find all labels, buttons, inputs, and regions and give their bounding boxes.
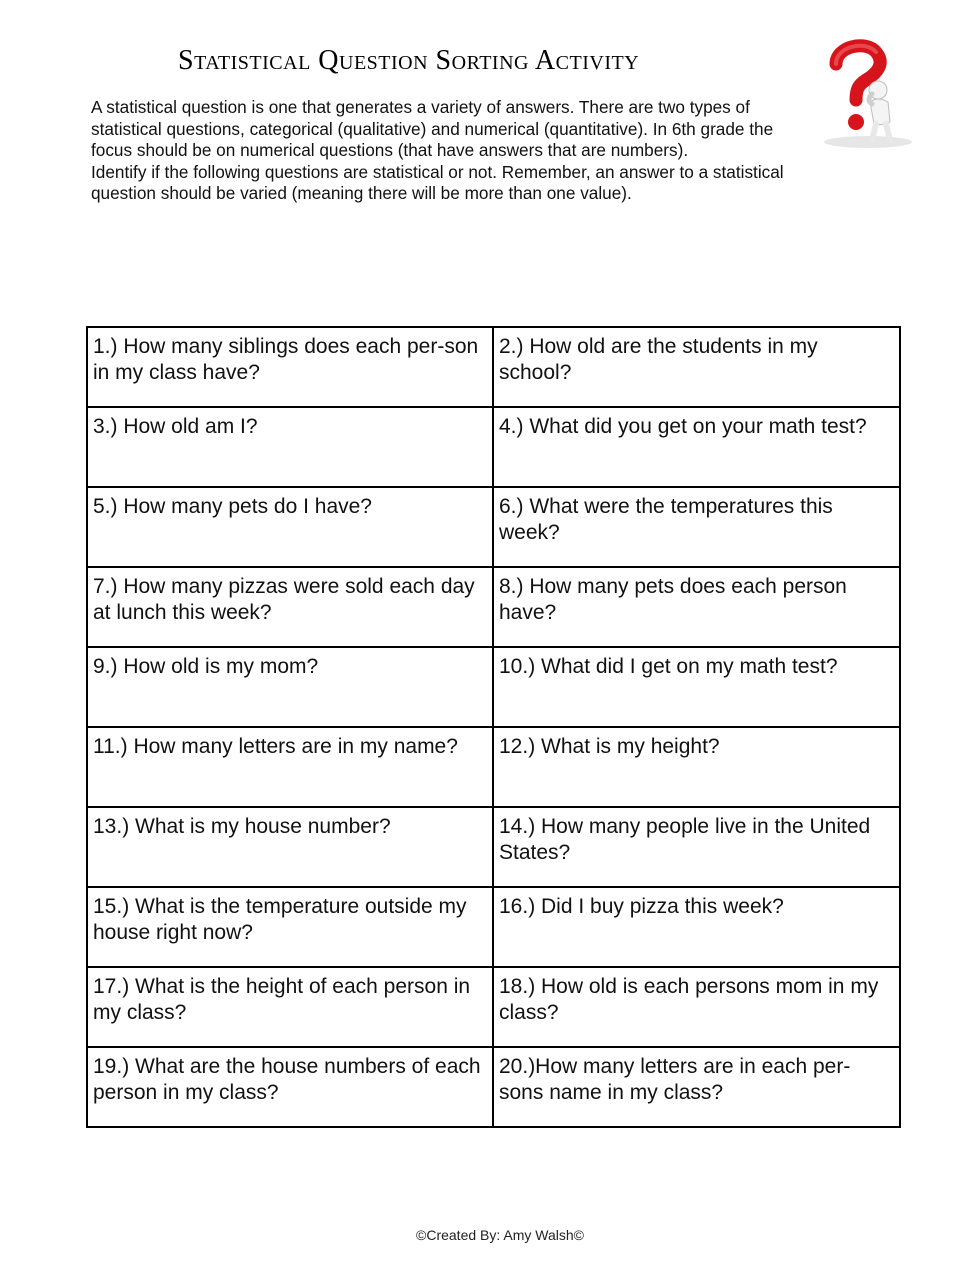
table-row	[87, 567, 900, 647]
table-row	[87, 327, 900, 407]
question-card: 13.) What is my house number?	[87, 807, 493, 887]
question-card: 5.) How many pets do I have?	[87, 487, 493, 567]
question-card: 8.) How many pets does each person have?	[493, 567, 900, 647]
question-card: 18.) How old is each persons mom in my class?	[493, 967, 900, 1047]
footer-credit: ©Created By: Amy Walsh©	[416, 1227, 584, 1243]
question-card: 1.) How many siblings does each per-son in my class have?	[87, 327, 493, 407]
question-card: 17.) What is the height of each person in my class?	[87, 967, 493, 1047]
table-row	[87, 967, 900, 1047]
question-card: 11.) How many letters are in my name?	[87, 727, 493, 807]
table-row	[87, 1047, 900, 1127]
question-card: 19.) What are the house numbers of each person in my class?	[87, 1047, 493, 1127]
question-card: 6.) What were the temperatures this week?	[493, 487, 900, 567]
question-grid	[86, 326, 901, 1128]
table-row	[87, 887, 900, 967]
question-card: 9.) How old is my mom?	[87, 647, 493, 727]
question-card: 20.)How many letters are in each per-sons name in my class?	[493, 1047, 900, 1127]
intro-text	[91, 97, 811, 205]
table-row	[87, 647, 900, 727]
table-row	[87, 407, 900, 487]
question-mark-figure-icon	[806, 38, 922, 150]
intro-paragraph-definition: A statistical question is one that generates a variety of answers. There are two types of statistical questions, categorical (qualitative) and numerical (quantitative). In 6th grade the focus should be on numerical questions (that have answers that are numbers).	[91, 97, 774, 160]
table-row	[87, 727, 900, 807]
question-card: 16.) Did I buy pizza this week?	[493, 887, 900, 967]
question-card: 10.) What did I get on my math test?	[493, 647, 900, 727]
table-row	[87, 807, 900, 887]
question-card: 7.) How many pizzas were sold each day at lunch this week?	[87, 567, 493, 647]
question-card: 12.) What is my height?	[493, 727, 900, 807]
page-title: Statistical Question Sorting Activity	[178, 45, 640, 76]
question-card: 14.) How many people live in the United States?	[493, 807, 900, 887]
question-card: 4.) What did you get on your math test?	[493, 407, 900, 487]
question-card: 2.) How old are the students in my school?	[493, 327, 900, 407]
table-row	[87, 487, 900, 567]
question-card: 3.) How old am I?	[87, 407, 493, 487]
question-card: 15.) What is the temperature outside my house right now?	[87, 887, 493, 967]
intro-paragraph-instructions: Identify if the following questions are statistical or not. Remember, an answer to a statistical question should be varied (meaning there will be more than one value).	[91, 161, 784, 203]
